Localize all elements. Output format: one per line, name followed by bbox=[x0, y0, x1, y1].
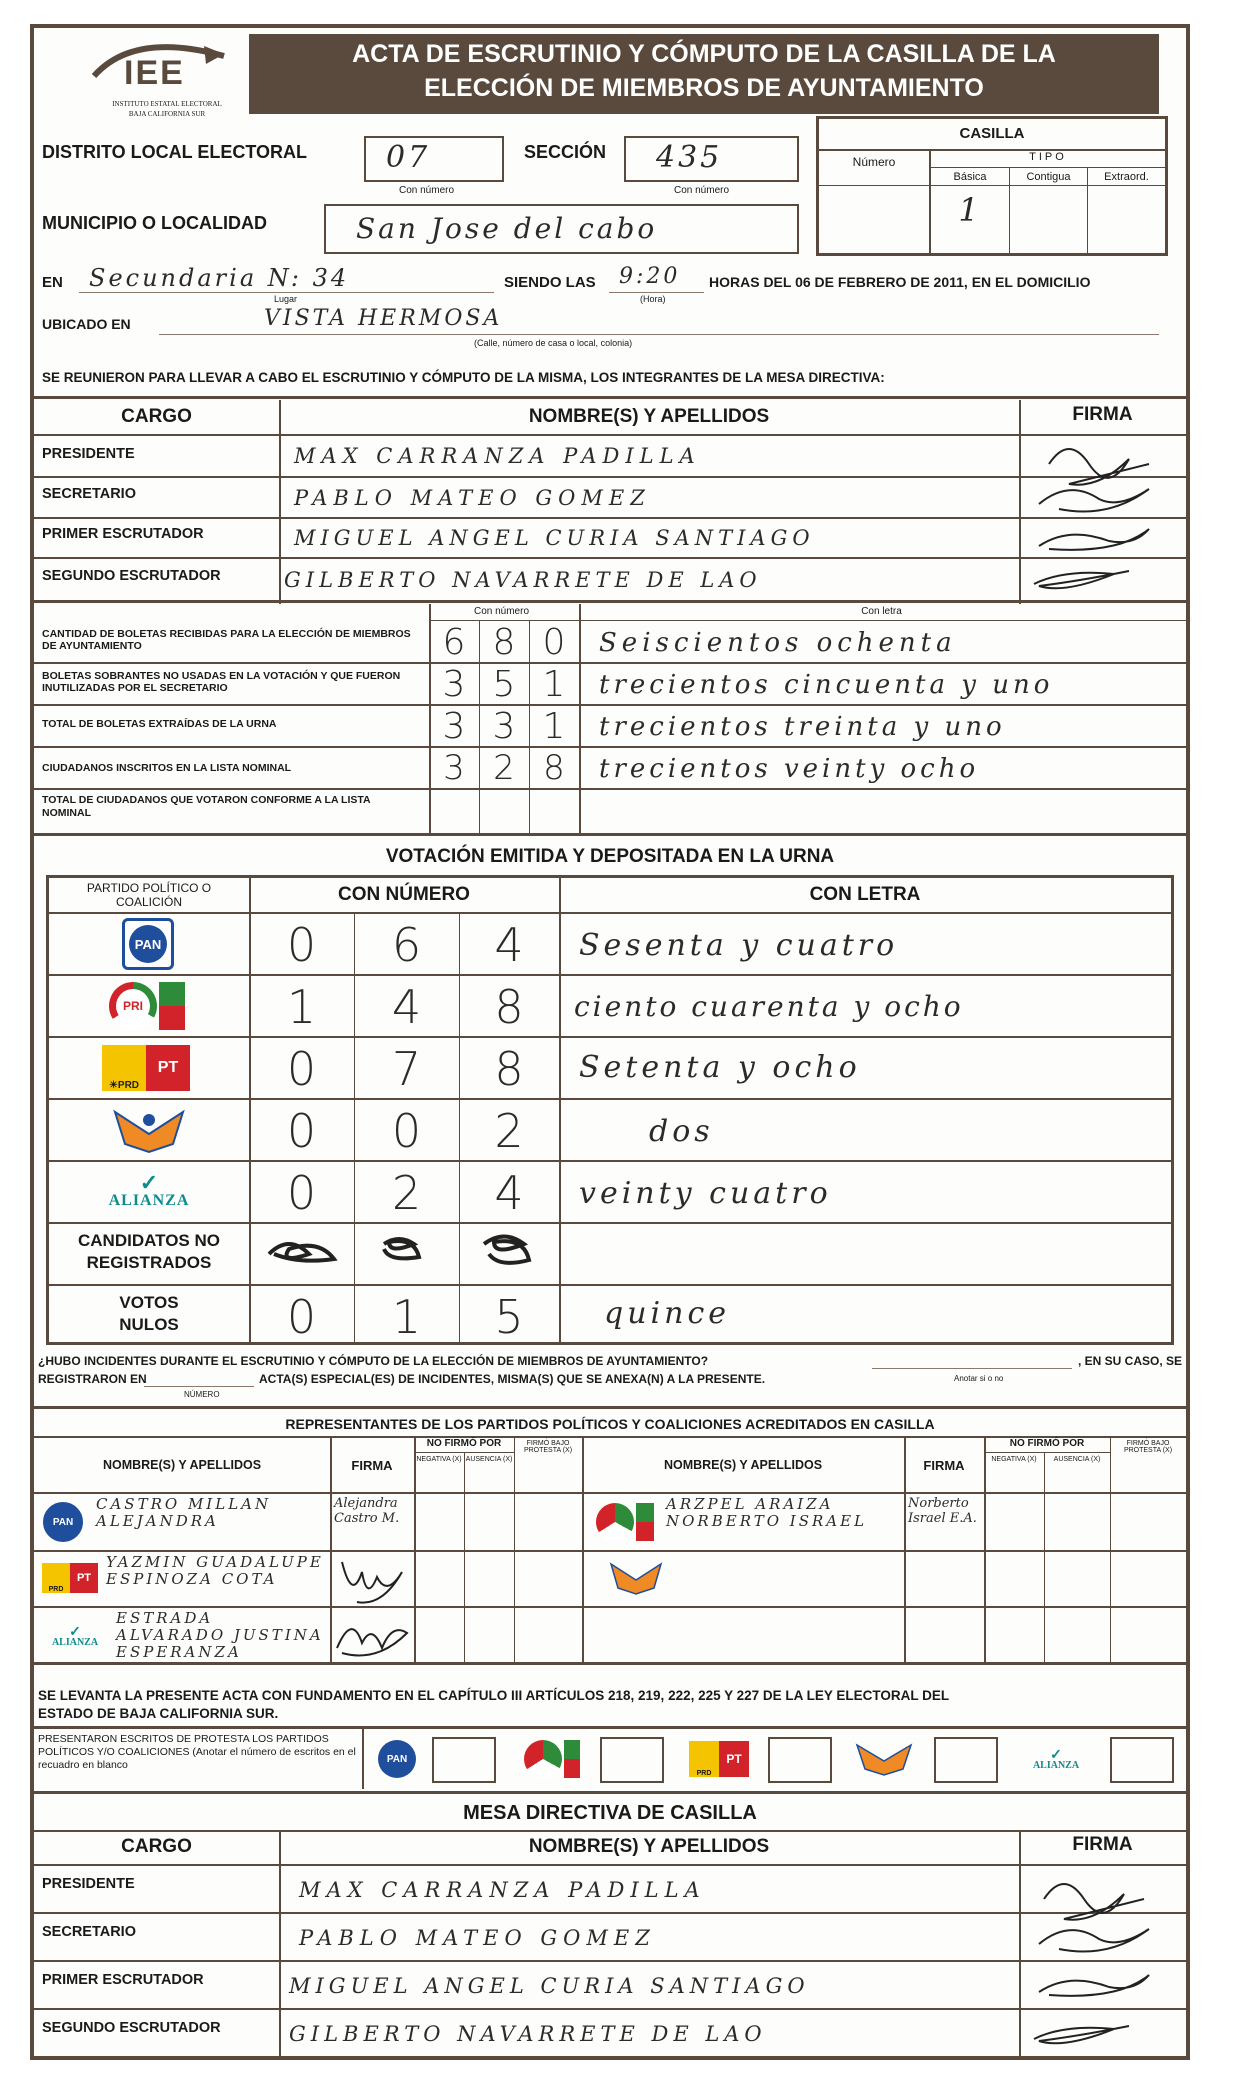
district-value: 07 bbox=[386, 140, 431, 175]
boletas-d1-2: 3 bbox=[442, 706, 466, 747]
rep-left-firma-2-signature bbox=[332, 1608, 412, 1664]
rep-col-ausencia-left: AUSENCIA (X) bbox=[465, 1456, 513, 1463]
mesa-top-cargo-2: PRIMER ESCRUTADOR bbox=[42, 526, 204, 542]
incidentes-line2-b: ACTA(S) ESPECIAL(ES) DE INCIDENTES, MISMA(S) QUE SE ANEXA(N) A LA PRESENTE. bbox=[259, 1372, 766, 1386]
convergencia-logo-icon bbox=[111, 1104, 187, 1156]
mesa-top-firma-header: FIRMA bbox=[1072, 404, 1133, 425]
iee-logo bbox=[74, 36, 239, 126]
mesa-top-signatures bbox=[1019, 434, 1186, 604]
rep-pri-icon bbox=[590, 1500, 660, 1544]
mesa-top-cargo-1: SECRETARIO bbox=[42, 486, 136, 502]
mesa-bottom-signatures bbox=[1019, 1864, 1186, 2056]
votacion-d2-6: 1 bbox=[391, 1290, 422, 1344]
protesta-pan-icon: PAN bbox=[372, 1737, 422, 1781]
boletas-d1-1: 3 bbox=[442, 664, 466, 705]
votacion-d2-0: 6 bbox=[391, 918, 422, 972]
lugar-caption: Lugar bbox=[274, 294, 298, 304]
rep-col-negativa-left: NEGATIVA (X) bbox=[416, 1456, 462, 1463]
votacion-col-letra: CON LETRA bbox=[809, 884, 921, 905]
casilla-tipo: TIPO bbox=[1029, 151, 1067, 163]
rep-col-protesta-left: FIRMÓ BAJO PROTESTA (X) bbox=[523, 1440, 573, 1454]
protesta-label: PRESENTARON ESCRITOS DE PROTESTA LOS PARTIDOS POLÍTICOS Y/O COALICIONES (Anotar el número de escritos en el recuadro en blanco bbox=[38, 1733, 356, 1771]
incidentes-numero-caption: NÚMERO bbox=[184, 1390, 220, 1399]
rep-nueva-alianza-icon: ✓ ALIANZA bbox=[51, 1622, 99, 1648]
mesa-top-cargo-3: SEGUNDO ESCRUTADOR bbox=[42, 568, 221, 584]
hora-caption: (Hora) bbox=[640, 294, 666, 304]
representantes-title: REPRESENTANTES DE LOS PARTIDOS POLÍTICOS Y COALICIONES ACREDITADOS EN CASILLA bbox=[285, 1416, 935, 1432]
pri-logo-icon: PRI bbox=[107, 980, 187, 1032]
mesa-bottom-nombre-1: PABLO MATEO GOMEZ bbox=[299, 1926, 656, 1950]
municipio-label: MUNICIPIO O LOCALIDAD bbox=[42, 213, 267, 233]
mesa-top-nombre-1: PABLO MATEO GOMEZ bbox=[294, 486, 651, 510]
votacion-letra-2: Setenta y ocho bbox=[579, 1050, 861, 1085]
boletas-d3-1: 1 bbox=[542, 664, 566, 705]
fundamento-line2: ESTADO DE BAJA CALIFORNIA SUR. bbox=[38, 1706, 279, 1721]
logo-text: IEE bbox=[124, 54, 185, 92]
fundamento-line1: SE LEVANTA LA PRESENTE ACTA CON FUNDAMENTO EN EL CAPÍTULO III ARTÍCULOS 218, 219, 222, 225 Y 227 DE LA LEY ELECTORAL DEL bbox=[38, 1688, 950, 1703]
representantes-table bbox=[34, 1436, 1186, 1684]
mesa-top-nombre-header: NOMBRE(S) Y APELLIDOS bbox=[528, 406, 770, 427]
boletas-letra-0: Seiscientos ochenta bbox=[599, 628, 957, 658]
votacion-d3-6: 5 bbox=[494, 1290, 524, 1344]
mesa-bottom-cargo-0: PRESIDENTE bbox=[42, 1876, 135, 1892]
prd-pt-logo-icon: ☀PRD PT bbox=[101, 1044, 191, 1092]
mesa-bottom-nombre-3: GILBERTO NAVARRETE DE LAO bbox=[289, 2022, 767, 2046]
mesa-bottom-cargo-1: SECRETARIO bbox=[42, 1924, 136, 1940]
boletas-label-3: CIUDADANOS INSCRITOS EN LA LISTA NOMINAL bbox=[42, 762, 292, 774]
section-caption: Con número bbox=[674, 185, 730, 196]
incidentes-section bbox=[34, 1348, 1186, 1412]
district-caption: Con número bbox=[399, 185, 455, 196]
rep-left-firma-1-signature bbox=[332, 1552, 412, 1608]
municipio-value: San Jose del cabo bbox=[356, 212, 658, 245]
title-line1: ACTA DE ESCRUTINIO Y CÓMPUTO DE LA CASILLA DE LA bbox=[352, 40, 1056, 68]
rep-prd-pt-icon: PRD PT bbox=[40, 1556, 100, 1600]
mesa-top-cargo-0: PRESIDENTE bbox=[42, 446, 135, 462]
section-label: SECCIÓN bbox=[524, 142, 607, 162]
rep-left-firma-0: Alejandra Castro M. bbox=[334, 1496, 400, 1526]
protesta-pri-input[interactable] bbox=[600, 1737, 664, 1783]
casilla-extraord: Extraord. bbox=[1104, 171, 1149, 183]
rep-left-nombre-0: CASTRO MILLAN ALEJANDRA bbox=[96, 1495, 272, 1530]
incidentes-line1: ¿HUBO INCIDENTES DURANTE EL ESCRUTINIO Y CÓMPUTO DE LA ELECCIÓN DE MIEMBROS DE AYUNTAMIENTO? bbox=[38, 1354, 709, 1368]
ubicado-label: UBICADO EN bbox=[42, 316, 131, 332]
pan-logo-icon: PAN bbox=[113, 918, 183, 970]
votacion-d3-1: 8 bbox=[494, 980, 524, 1034]
rep-col-firma-left: FIRMA bbox=[351, 1458, 393, 1473]
votacion-d3-0: 4 bbox=[494, 918, 524, 972]
protesta-nueva-alianza-icon: ✓ ALIANZA bbox=[1032, 1745, 1080, 1771]
mesa-bottom-table bbox=[34, 1830, 1186, 2058]
mesa-bottom-firma-header: FIRMA bbox=[1072, 1834, 1133, 1855]
rep-col-protesta-right: FIRMÓ BAJO PROTESTA (X) bbox=[1123, 1440, 1173, 1454]
votacion-d2-3: 0 bbox=[391, 1104, 422, 1158]
mesa-bottom-cargo-2: PRIMER ESCRUTADOR bbox=[42, 1972, 204, 1988]
domicilio-caption: (Calle, número de casa o local, colonia) bbox=[474, 338, 633, 348]
protesta-pan-input[interactable] bbox=[432, 1737, 496, 1783]
incidentes-line2-a: REGISTRARON EN bbox=[38, 1372, 147, 1386]
district-field[interactable] bbox=[364, 136, 504, 182]
casilla-basica-value: 1 bbox=[958, 191, 982, 229]
votacion-d1-4: 0 bbox=[286, 1166, 317, 1220]
votacion-d1-2: 0 bbox=[286, 1042, 317, 1096]
votacion-d2-1: 4 bbox=[391, 980, 422, 1034]
district-label: DISTRITO LOCAL ELECTORAL bbox=[42, 142, 308, 162]
votacion-title: VOTACIÓN EMITIDA Y DEPOSITADA EN LA URNA bbox=[385, 846, 835, 867]
horas-text: HORAS DEL 06 DE FEBRERO DE 2011, EN EL DOMICILIO bbox=[709, 274, 1091, 290]
votacion-letra-6: quince bbox=[604, 1296, 730, 1331]
boletas-d2-2: 3 bbox=[492, 706, 516, 747]
boletas-d3-2: 1 bbox=[542, 706, 566, 747]
rep-right-nombre-0: ARZPEL ARAIZA NORBERTO ISRAEL bbox=[666, 1495, 868, 1530]
casilla-contigua: Contigua bbox=[1026, 171, 1071, 183]
rep-left-nombre-1: YAZMIN GUADALUPE ESPINOZA COTA bbox=[106, 1553, 324, 1588]
votacion-col-partido: PARTIDO POLÍTICO O COALICIÓN bbox=[86, 881, 212, 909]
mesa-bottom-nombre-header: NOMBRE(S) Y APELLIDOS bbox=[528, 1836, 770, 1857]
title-band bbox=[249, 34, 1159, 114]
boletas-d2-3: 2 bbox=[493, 748, 515, 788]
protesta-convergencia-icon bbox=[854, 1739, 914, 1779]
section-value: 435 bbox=[656, 140, 723, 175]
protesta-prd-pt-icon: PRD PT bbox=[686, 1737, 752, 1781]
rep-left-nombre-2: ESTRADA ALVARADO JUSTINA ESPERANZA bbox=[116, 1609, 324, 1661]
votacion-d1-0: 0 bbox=[286, 918, 317, 972]
title-line2: ELECCIÓN DE MIEMBROS DE AYUNTAMIENTO bbox=[424, 74, 984, 102]
logo-sub2: BAJA CALIFORNIA SUR bbox=[128, 110, 206, 118]
protesta-convergencia-input[interactable] bbox=[934, 1737, 998, 1783]
mesa-top-cargo-header: CARGO bbox=[121, 406, 192, 427]
votacion-letra-3: dos bbox=[649, 1114, 714, 1149]
boletas-label-0: CANTIDAD DE BOLETAS RECIBIDAS PARA LA ELECCIÓN DE MIEMBROS DE AYUNTAMIENTO bbox=[42, 628, 411, 652]
boletas-d3-0: 0 bbox=[542, 622, 566, 663]
votacion-d1-1: 1 bbox=[286, 980, 317, 1034]
votacion-d3-4: 4 bbox=[494, 1166, 524, 1220]
hora-value: 9:20 bbox=[619, 264, 681, 289]
rep-col-nombre-left: NOMBRE(S) Y APELLIDOS bbox=[102, 1458, 262, 1472]
boletas-con-letra: Con letra bbox=[861, 606, 902, 617]
mesa-bottom-cargo-header: CARGO bbox=[121, 1836, 192, 1857]
rep-convergencia-icon bbox=[608, 1558, 664, 1598]
votacion-letra-4: veinty cuatro bbox=[579, 1176, 832, 1211]
votacion-party-5: CANDIDATOS NO REGISTRADOS bbox=[78, 1231, 220, 1272]
votacion-party-6: VOTOS NULOS bbox=[119, 1293, 179, 1334]
boletas-label-2: TOTAL DE BOLETAS EXTRAÍDAS DE LA URNA bbox=[42, 718, 277, 730]
boletas-label-4: TOTAL DE CIUDADANOS QUE VOTARON CONFORME A LA LISTA NOMINAL bbox=[42, 794, 371, 819]
boletas-label-1: BOLETAS SOBRANTES NO USADAS EN LA VOTACIÓN Y QUE FUERON INUTILIZADAS POR EL SECRETARIO bbox=[42, 670, 401, 694]
rep-right-firma-0: Norberto Israel E.A. bbox=[908, 1496, 977, 1526]
votacion-d2-4: 2 bbox=[391, 1166, 422, 1220]
votacion-d3-2: 8 bbox=[494, 1042, 524, 1096]
votacion-d1-3: 0 bbox=[286, 1104, 317, 1158]
mesa-top-nombre-3: GILBERTO NAVARRETE DE LAO bbox=[284, 568, 762, 592]
rep-col-firma-right: FIRMA bbox=[923, 1458, 965, 1473]
protesta-section bbox=[34, 1729, 1186, 1791]
votacion-d2-2: 7 bbox=[391, 1042, 422, 1096]
mesa-bottom-nombre-0: MAX CARRANZA PADILLA bbox=[299, 1878, 706, 1902]
mesa-bottom-cargo-3: SEGUNDO ESCRUTADOR bbox=[42, 2020, 221, 2036]
mesa-top-table bbox=[34, 400, 1186, 604]
nueva-alianza-logo-icon: ✓ ALIANZA bbox=[108, 1170, 190, 1209]
votacion-table bbox=[46, 875, 1174, 1345]
protesta-nueva-alianza-input[interactable] bbox=[1110, 1737, 1174, 1783]
boletas-d2-0: 8 bbox=[492, 622, 516, 663]
votacion-d1-6: 0 bbox=[286, 1290, 317, 1344]
rep-col-nofirmo-right: NO FIRMÓ POR bbox=[1009, 1438, 1085, 1449]
protesta-pri-icon bbox=[520, 1737, 584, 1781]
section-field[interactable] bbox=[624, 136, 799, 182]
rep-col-nofirmo-left: NO FIRMÓ POR bbox=[426, 1438, 502, 1449]
votacion-letra-0: Sesenta y cuatro bbox=[579, 928, 899, 963]
rep-pan-icon: PAN bbox=[40, 1500, 86, 1544]
siendo-label: SIENDO LAS bbox=[504, 274, 596, 291]
domicilio-value: VISTA HERMOSA bbox=[264, 306, 503, 331]
municipio-field[interactable] bbox=[324, 204, 799, 254]
boletas-letra-1: trecientos cincuenta y uno bbox=[599, 670, 1054, 700]
boletas-d3-3: 8 bbox=[543, 748, 565, 788]
en-label: EN bbox=[42, 274, 63, 291]
rep-col-nombre-right: NOMBRE(S) Y APELLIDOS bbox=[663, 1458, 823, 1472]
boletas-letra-3: trecientos veinty ocho bbox=[599, 754, 980, 784]
mesa-top-nombre-0: MAX CARRANZA PADILLA bbox=[294, 444, 701, 468]
mesa-top-nombre-2: MIGUEL ANGEL CURIA SANTIAGO bbox=[294, 526, 815, 550]
rep-col-negativa-right: NEGATIVA (X) bbox=[991, 1456, 1037, 1463]
incidentes-anotar: Anotar si o no bbox=[954, 1374, 1004, 1383]
boletas-d2-1: 5 bbox=[492, 664, 516, 705]
boletas-table bbox=[34, 604, 1186, 836]
boletas-d1-0: 6 bbox=[442, 622, 466, 663]
votacion-letra-1: ciento cuarenta y ocho bbox=[574, 990, 964, 1023]
votacion-col-numero: CON NÚMERO bbox=[338, 884, 470, 905]
lugar-value: Secundaria N: 34 bbox=[89, 264, 350, 292]
casilla-box bbox=[816, 116, 1168, 256]
mesa-bottom-title: MESA DIRECTIVA DE CASILLA bbox=[463, 1802, 757, 1824]
incidentes-line1-end: , EN SU CASO, SE bbox=[1078, 1354, 1183, 1368]
rep-col-ausencia-right: AUSENCIA (X) bbox=[1053, 1456, 1101, 1463]
casilla-title: CASILLA bbox=[959, 125, 1025, 142]
no-registrados-scribble bbox=[249, 1224, 559, 1284]
acta-form bbox=[30, 24, 1190, 2060]
protesta-prd-pt-input[interactable] bbox=[768, 1737, 832, 1783]
boletas-con-numero: Con número bbox=[473, 606, 530, 617]
boletas-d1-3: 3 bbox=[443, 748, 465, 788]
votacion-d3-3: 2 bbox=[494, 1104, 524, 1158]
casilla-numero: Número bbox=[852, 155, 896, 169]
logo-sub1: INSTITUTO ESTATAL ELECTORAL bbox=[112, 100, 222, 108]
reunieron-text: SE REUNIERON PARA LLEVAR A CABO EL ESCRUTINIO Y CÓMPUTO DE LA MISMA, LOS INTEGRANTES DE LA MESA DIRECTIVA: bbox=[42, 370, 885, 385]
boletas-letra-2: trecientos treinta y uno bbox=[599, 712, 1006, 742]
mesa-bottom-nombre-2: MIGUEL ANGEL CURIA SANTIAGO bbox=[289, 1974, 810, 1998]
casilla-basica: Básica bbox=[953, 171, 987, 183]
